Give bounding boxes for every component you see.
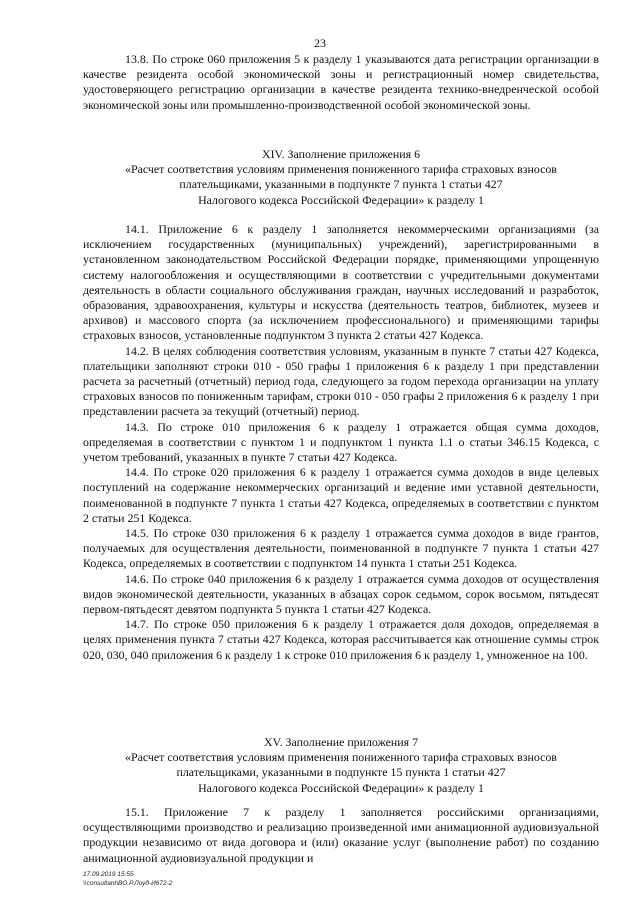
paragraph-13-8: 13.8. По строке 060 приложения 5 к разделу 1 указываются дата регистрации организации в качестве резидента особой экономической зоны и регистрационный номер свидетельства, удостоверяющего регистрацию организации в качестве резидента технико-внедренческой особой экономической зоны или промышленно-производственной особой экономической зоны. [83,52,599,112]
paragraph-14-7: 14.7. По строке 050 приложения 6 к разделу 1 отражается доля доходов, определяемая в целях применения пункта 7 статьи 427 Кодекса, которая рассчитывается как отношение суммы строк 020, 030, 040 приложения 6 к разделу 1 к строке 010 приложения 6 к разделу 1, умноженное на 100. [83,617,599,662]
page-number: 23 [314,36,326,50]
page-footer [83,870,172,888]
section-xv-body [83,805,599,866]
paragraph-14-3: 14.3. По строке 010 приложения 6 к разделу 1 отражается общая сумма доходов, определяемая в соответствии с пунктом 1 и подпунктом 1 пункта 1.1 о статьи 346.15 Кодекса, с учетом требований, указанных в пункте 7 статьи 427 Кодекса. [83,419,599,465]
paragraph-14-5: 14.5. По строке 030 приложения 6 к разделу 1 отражается сумма доходов в виде грантов, получаемых для осуществления деятельности, поименованной в подпункте 7 пункта 1 статьи 427 Кодекса, определяемых в соответствии с подпунктом 14 пункта 1 статьи 251 Кодекса. [83,526,599,571]
paragraph-13-8-block [83,52,599,113]
section-xv-subtitle-2: плательщиками, указанными в подпункте 15 пункта 1 статьи 427 [176,765,506,780]
section-xv-subtitle-3: Налогового кодекса Российской Федерации» к разделу 1 [198,780,484,795]
paragraph-14-1: 14.1. Приложение 6 к разделу 1 заполняется некоммерческими организациями (за исключением государственных (муниципальных) учреждений), зарегистрированными в установленном законодательством Российской Федерации порядке, применяющими упрощенную систему налогообложения и осуществляющими в соответствии с учредительными документами деятельность в области социального обслуживания граждан, научных исследований и разработок, образования, здравоохранения, культуры и искусства (деятельность театров, библиотек, музеев и архивов) и массового спорта (за исключением профессионального) и применяющими тарифы страховых взносов, установленные подпунктом 3 пункта 2 статьи 427 Кодекса. [83,222,599,343]
paragraph-15-1: 15.1. Приложение 7 к разделу 1 заполняется российскими организациями, осуществляющими производство и реализацию произведенной ими анимационной аудиовизуальной продукции независимо от вида договора и (или) оказание услуг (выполнение работ) по созданию анимационной аудиовизуальной продукции и [83,805,599,865]
section-xv-subtitle-1: «Расчет соответствия условиям применения пониженного тарифа страховых взносов [125,750,557,765]
section-xv-title: XV. Заполнение приложения 7 [263,735,419,749]
section-xiv-subtitle-1: «Расчет соответствия условиям применения пониженного тарифа страховых взносов [125,162,557,177]
paragraph-14-6: 14.6. По строке 040 приложения 6 к разделу 1 отражается сумма доходов от осуществления видов экономической деятельности, указанных в абзацах сорок седьмом, сорок восьмом, пятьдесят первом-пятьдесят девятом подпункта 5 пункта 1 статьи 427 Кодекса. [83,571,599,617]
section-xiv-subtitle-2: плательщиками, указанными в подпункте 7 пункта 1 статьи 427 [179,177,503,192]
section-xv-heading [83,735,599,796]
paragraph-14-4: 14.4. По строке 020 приложения 6 к разделу 1 отражается сумма доходов в виде целевых поступлений на содержание некоммерческих организаций и ведение ими уставной деятельности, поименованной в подпункте 7 пункта 1 статьи 427 Кодекса, определяемых в соответствии с пунктом 2 статьи 251 Кодекса. [83,465,599,525]
section-xiv-heading [83,147,599,208]
section-xiv-body [83,222,599,663]
section-xiv-title: XIV. Заполнение приложения 6 [261,147,421,161]
footer-date: 17.09.2019 15:55 [83,871,134,878]
paragraph-14-2: 14.2. В целях соблюдения соответствия условиям, указанным в пункте 7 статьи 427 Кодекса, плательщики заполняют строки 010 - 050 графы 1 приложения 6 к разделу 1 при представлении расчета за расчетный (отчетный) период года, следующего за годом перехода организации на уплату страховых взносов по пониженным тарифам, строки 010 - 050 графы 2 приложения 6 к разделу 1 при представлении расчета за текущий (отчетный) период. [83,343,599,419]
footer-path: \\consultant\ВО.Р.Лоуд-И672-2 [83,880,173,887]
section-xiv-subtitle-3: Налогового кодекса Российской Федерации» к разделу 1 [198,192,484,207]
